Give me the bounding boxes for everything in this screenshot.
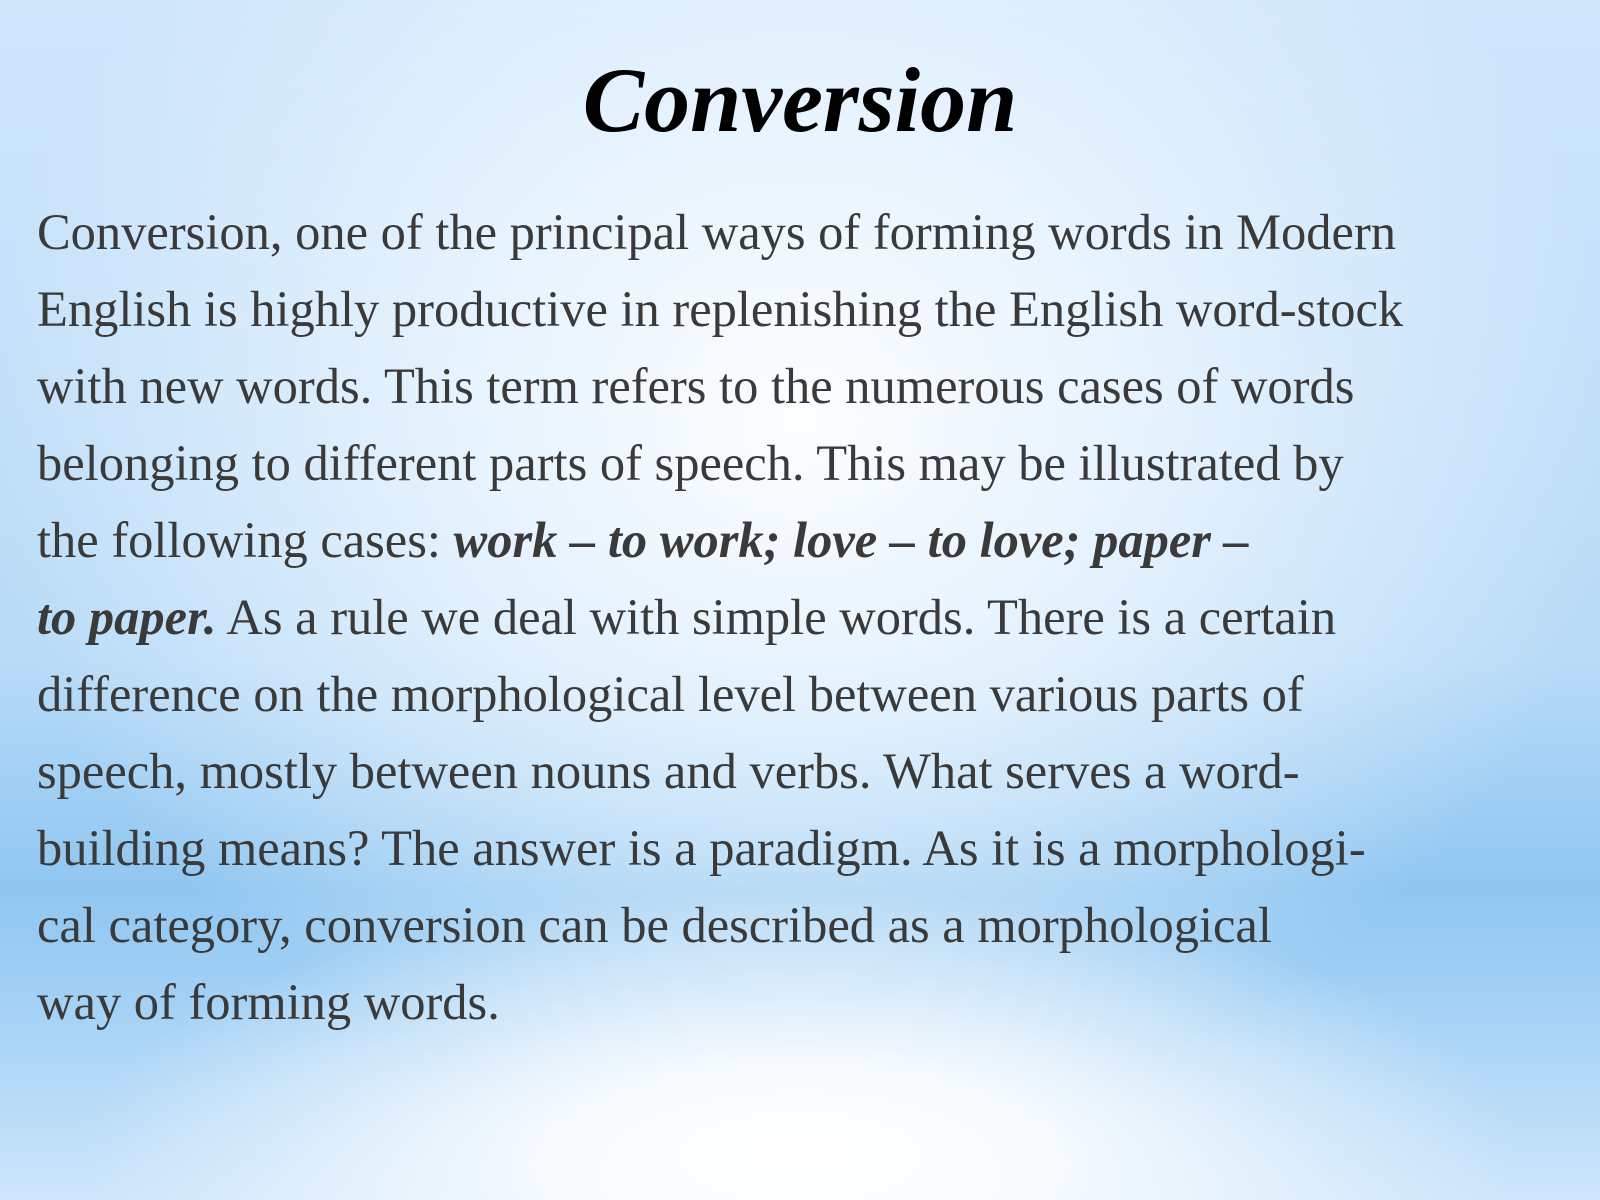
text-run: Conversion, one of the principal ways of forming words in Modern: [37, 204, 1397, 260]
text-line: [37, 656, 1567, 733]
text-line: [37, 887, 1567, 964]
text-line: [37, 964, 1567, 1041]
text-run: belonging to different parts of speech. This may be illustrated by: [37, 435, 1344, 491]
text-line: [37, 579, 1567, 656]
example-words-emphasis: to paper.: [37, 589, 217, 645]
text-line: [37, 425, 1567, 502]
text-run: English is highly productive in replenishing the English word-stock: [37, 281, 1404, 337]
text-line: [37, 733, 1567, 810]
example-words-emphasis: work – to work; love – to love; paper –: [453, 512, 1249, 568]
body-paragraph: [37, 194, 1567, 1041]
slide-title: Conversion: [582, 49, 1018, 151]
text-run: speech, mostly between nouns and verbs. What serves a word-: [37, 743, 1300, 799]
text-run: building means? The answer is a paradigm. As it is a morphologi-: [37, 820, 1366, 876]
text-run: difference on the morphological level between various parts of: [37, 666, 1304, 722]
text-run: way of forming words.: [37, 974, 500, 1030]
text-line: [37, 502, 1567, 579]
text-line: [37, 194, 1567, 271]
text-line: [37, 810, 1567, 887]
text-run: the following cases:: [37, 512, 454, 568]
text-run: with new words. This term refers to the numerous cases of words: [37, 358, 1355, 414]
text-run: As a rule we deal with simple words. There is a certain: [216, 589, 1337, 645]
text-line: [37, 271, 1567, 348]
text-run: cal category, conversion can be described as a morphological: [37, 897, 1272, 953]
text-line: [37, 348, 1567, 425]
